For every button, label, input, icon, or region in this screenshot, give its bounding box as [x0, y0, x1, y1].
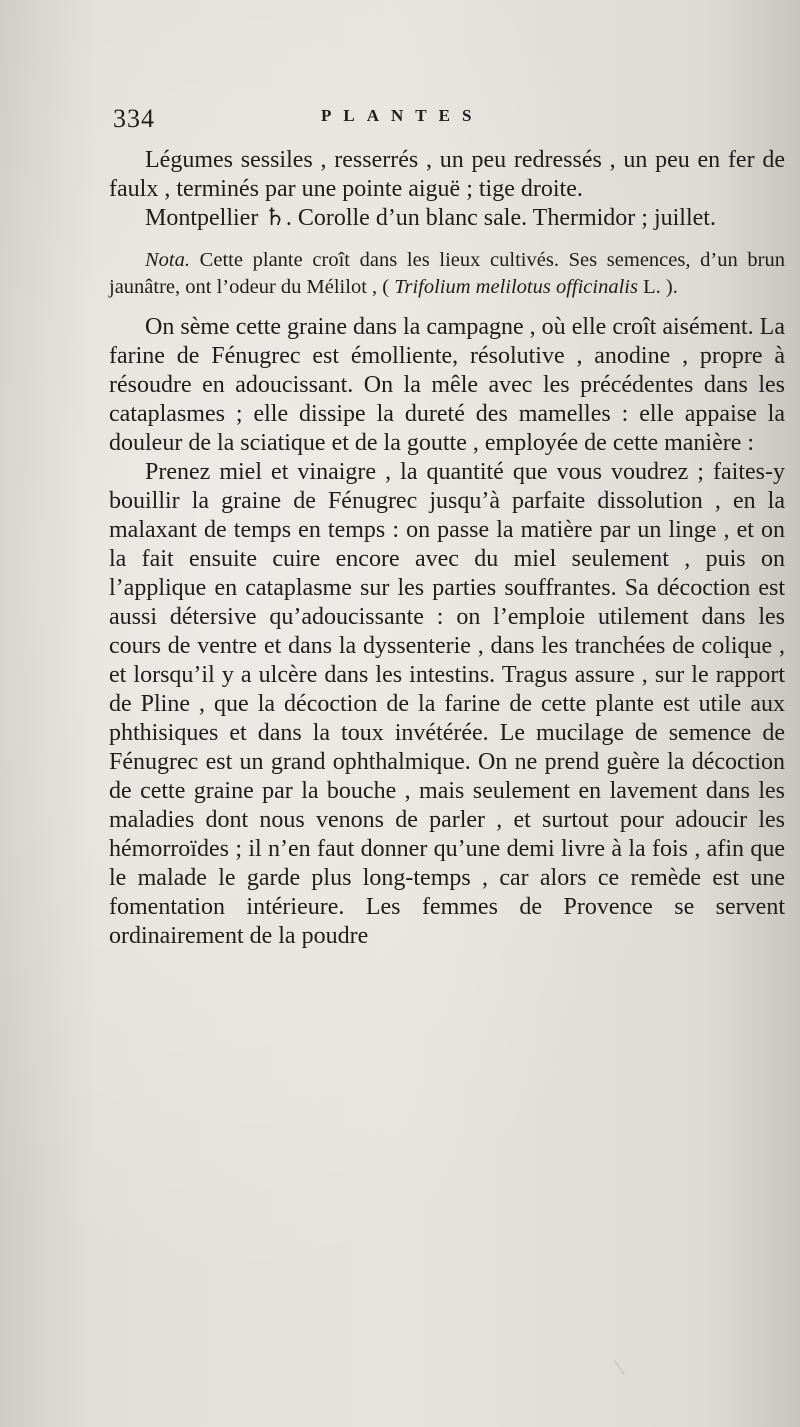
running-head: PLANTES — [321, 106, 484, 125]
nota-label: Nota. — [145, 249, 190, 271]
page-number: 334 — [113, 104, 155, 133]
nota-text-after-latin: L. ). — [637, 276, 678, 298]
paragraph-gap — [109, 301, 785, 313]
paragraph-prenez: Prenez miel et vinaigre , la quantité que vous voudrez ; faites-y bouillir la graine de Fénugrec jusqu’à parfaite dissolution , en la malaxant de temps en temps : on passe la matière par un linge , et on la fait ensuite cuire encore avec du miel seulement , puis on l’applique en cataplasme sur les parties souffrantes. Sa décoction est aussi détersive qu’adoucissante : on l’emploie utilement dans les cours de ventre et dans la dyssenterie , dans les tranchées de colique , et lorsqu’il y a ulcère dans les intestins. Tragus assure , sur le rapport de Pline , que la décoction de la farine de cette plante est utile aux phthisiques et dans la toux invétérée. Le mucilage de semence de Fénugrec est un grand ophthalmique. On ne prend guère la décoction de cette graine par la bouche , mais seulement en lavement dans les maladies dont nous venons de parler , et surtout pour adoucir les hémorroïdes ; il n’en faut donner qu’une demi livre à la fois , afin que le malade le garde plus long-temps , car alors ce remède est une fomentation intérieure. Les femmes de Provence se servent ordinairement de la poudre — [109, 459, 785, 949]
paragraph-on-seme: On sème cette graine dans la campagne , où elle croît aisément. La farine de Fénugrec est émolliente, résolutive , anodine , propre à résoudre en adoucissant. On la mêle avec les précédentes dans les cataplasmes ; elle dissipe la dureté des mamelles : elle appaise la douleur de la sciatique et de la goutte , employée de cette manière : — [109, 314, 785, 456]
paragraph-legumes: Légumes sessiles , resserrés , un peu redressés , un peu en fer de faulx , terminés par une pointe aiguë ; tige droite. — [109, 147, 785, 202]
nota-text-before-latin: Cette plante croît dans les lieux cultivés. Ses semences, d’un brun jaunâtre, ont l’odeur du Mélilot , ( — [109, 249, 785, 298]
page-text — [109, 146, 785, 951]
page-header — [113, 104, 713, 144]
paragraph-montpellier: Montpellier ♄. Corolle d’un blanc sale. Thermidor ; juillet. — [145, 205, 716, 231]
nota-latin-name: Trifolium melilotus officinalis — [394, 276, 638, 298]
nota-paragraph — [109, 247, 785, 301]
paper-mark — [614, 1349, 640, 1375]
